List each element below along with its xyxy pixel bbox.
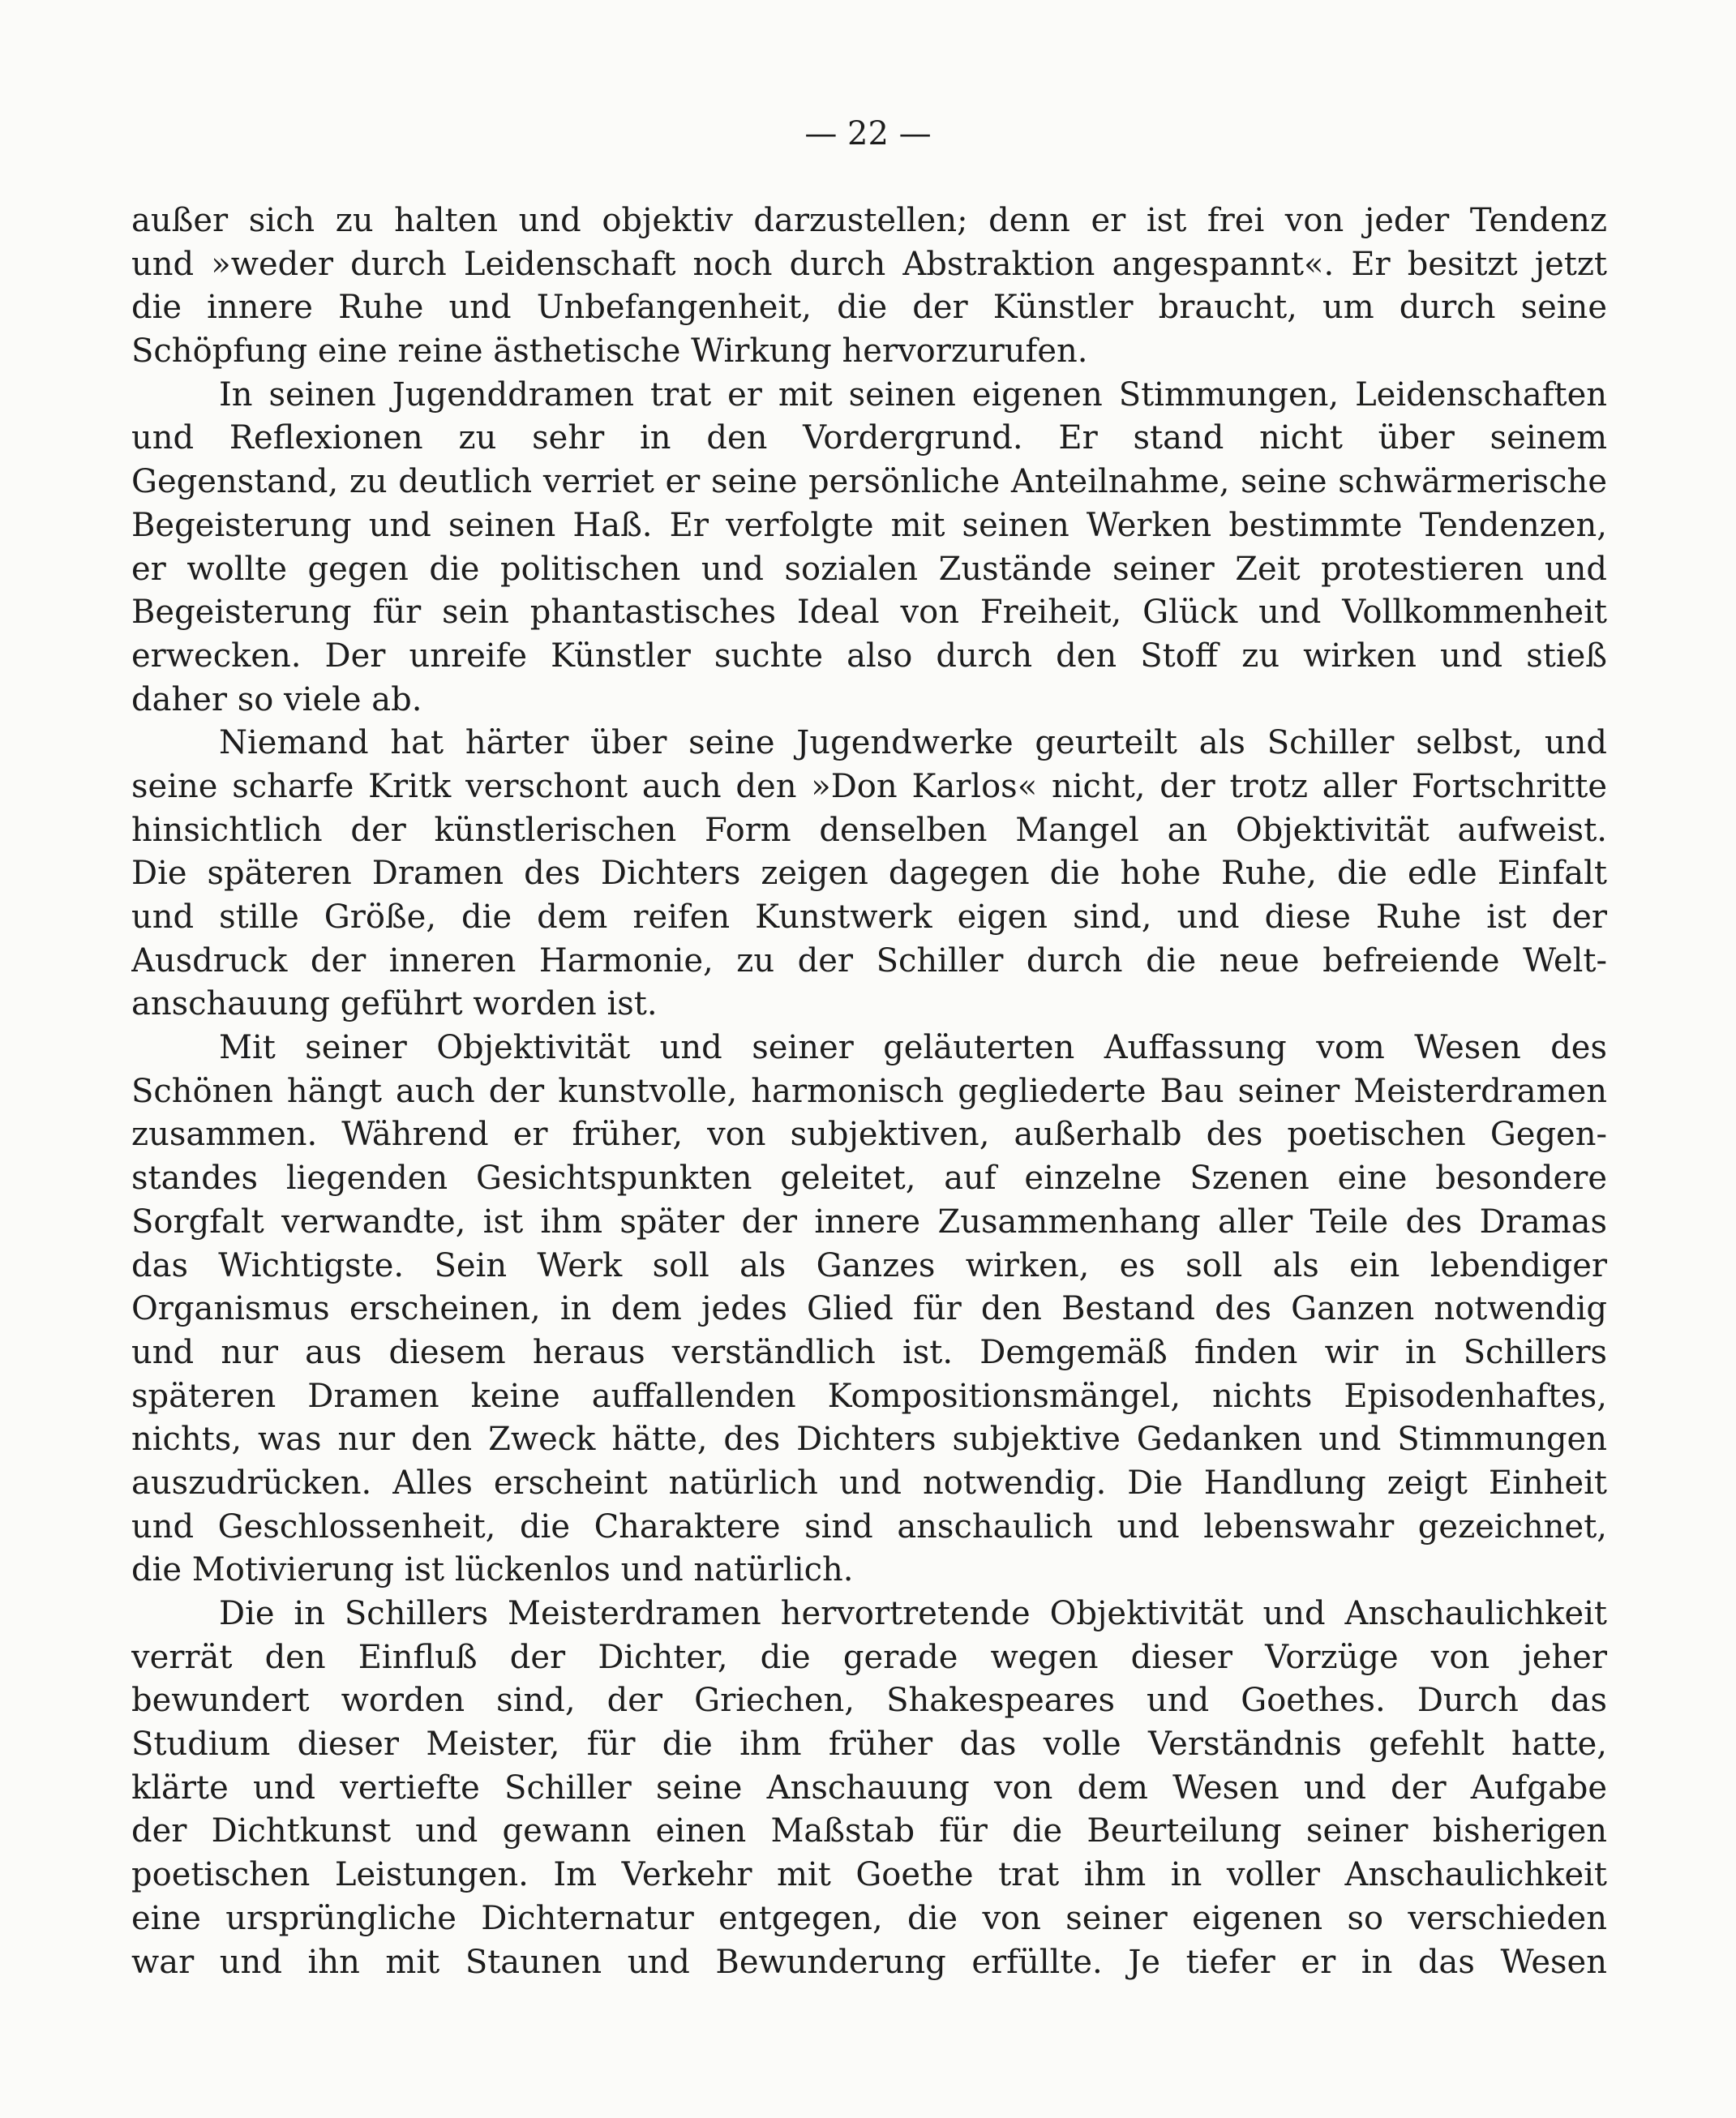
text-line: die Motivierung ist lückenlos und natürlich. (131, 1551, 854, 1589)
text-line: und »weder durch Leidenschaft noch durch Abstraktion angespannt«. Er besitzt jetzt (131, 245, 1607, 283)
text-line: war und ihn mit Staunen und Bewunderung erfüllte. Je tiefer er in das Wesen (131, 1943, 1607, 1981)
text-line: klärte und vertiefte Schiller seine Anschauung von dem Wesen und der Aufgabe (131, 1769, 1607, 1807)
text-line: Sorgfalt verwandte, ist ihm später der innere Zusammenhang aller Teile des Dramas (131, 1203, 1607, 1241)
text-line: hinsichtlich der künstlerischen Form denselben Mangel an Objektivität aufweist. (131, 811, 1607, 849)
text-line: der Dichtkunst und gewann einen Maßstab für die Beurteilung seiner bisherigen (131, 1812, 1607, 1850)
text-line: Ausdruck der inneren Harmonie, zu der Schiller durch die neue befreiende Welt- (131, 941, 1607, 980)
text-line: Gegenstand, zu deutlich verriet er seine persönliche Anteilnahme, seine schwärmerische (131, 463, 1607, 501)
text-line: Begeisterung für sein phantastisches Ideal von Freiheit, Glück und Vollkommenheit (131, 594, 1607, 632)
text-line: und Reflexionen zu sehr in den Vordergrund. Er stand nicht über seinem (131, 419, 1607, 457)
text-line: standes liegenden Gesichtspunkten geleitet, auf einzelne Szenen eine besondere (131, 1160, 1607, 1198)
text-line: verrät den Einfluß der Dichter, die gerade wegen dieser Vorzüge von jeher (131, 1638, 1607, 1676)
text-line: und Geschlossenheit, die Charaktere sind anschaulich und lebenswahr gezeichnet, (131, 1507, 1607, 1546)
text-line: die innere Ruhe und Unbefangenheit, die der Künstler braucht, um durch seine (131, 289, 1607, 327)
text-line: und stille Größe, die dem reifen Kunstwerk eigen sind, und diese Ruhe ist der (131, 898, 1607, 936)
text-line: eine ursprüngliche Dichternatur entgegen, die von seiner eigenen so verschieden (131, 1899, 1607, 1937)
text-line: Die späteren Dramen des Dichters zeigen dagegen die hohe Ruhe, die edle Einfalt (131, 855, 1607, 893)
text-line: auszudrücken. Alles erscheint natürlich und notwendig. Die Handlung zeigt Einheit (131, 1464, 1607, 1502)
text-line: erwecken. Der unreife Künstler suchte also durch den Stoff zu wirken und stieß (131, 637, 1607, 675)
text-line: und nur aus diesem heraus verständlich ist. Demgemäß finden wir in Schillers (131, 1333, 1607, 1371)
text-line: Die in Schillers Meisterdramen hervortretende Objektivität und Anschaulichkeit (219, 1595, 1607, 1632)
page-number: — 22 — (804, 115, 932, 152)
text-line: poetischen Leistungen. Im Verkehr mit Goethe trat ihm in voller Anschaulichkeit (131, 1856, 1607, 1894)
text-line: nichts, was nur den Zweck hätte, des Dichters subjektive Gedanken und Stimmungen (131, 1421, 1607, 1459)
text-line: seine scharfe Kritk verschont auch den »Don Karlos« nicht, der trotz aller Fortschritte (131, 767, 1607, 805)
text-line: Schönen hängt auch der kunstvolle, harmonisch gegliederte Bau seiner Meisterdramen (131, 1072, 1607, 1110)
body-text (131, 199, 1607, 1984)
text-line: bewundert worden sind, der Griechen, Shakespeares und Goethes. Durch das (131, 1682, 1607, 1720)
text-line: daher so viele ab. (131, 680, 422, 718)
text-line: außer sich zu halten und objektiv darzustellen; denn er ist frei von jeder Tendenz (131, 202, 1607, 239)
text-line: Mit seiner Objektivität und seiner geläuterten Auffassung vom Wesen des (219, 1029, 1607, 1067)
text-line: er wollte gegen die politischen und sozialen Zustände seiner Zeit protestieren und (131, 550, 1607, 588)
text-line: Schöpfung eine reine ästhetische Wirkung hervorzurufen. (131, 332, 1088, 371)
text-line: späteren Dramen keine auffallenden Kompositionsmängel, nichts Episodenhaftes, (131, 1377, 1607, 1415)
text-line: zusammen. Während er früher, von subjektiven, außerhalb des poetischen Gegen- (131, 1116, 1607, 1154)
text-line: Begeisterung und seinen Haß. Er verfolgte mit seinen Werken bestimmte Tendenzen, (131, 506, 1607, 544)
text-line: In seinen Jugenddramen trat er mit seinen eigenen Stimmungen, Leidenschaften (219, 375, 1607, 414)
text-line: Studium dieser Meister, für die ihm früher das volle Verständnis gefehlt hatte, (131, 1726, 1607, 1764)
text-line: das Wichtigste. Sein Werk soll als Ganzes wirken, es soll als ein lebendiger (131, 1246, 1607, 1284)
text-line: Organismus erscheinen, in dem jedes Glied für den Bestand des Ganzen notwendig (131, 1290, 1607, 1328)
text-line: anschauung geführt worden ist. (131, 985, 658, 1023)
text-line: Niemand hat härter über seine Jugendwerke geurteilt als Schiller selbst, und (219, 724, 1607, 762)
